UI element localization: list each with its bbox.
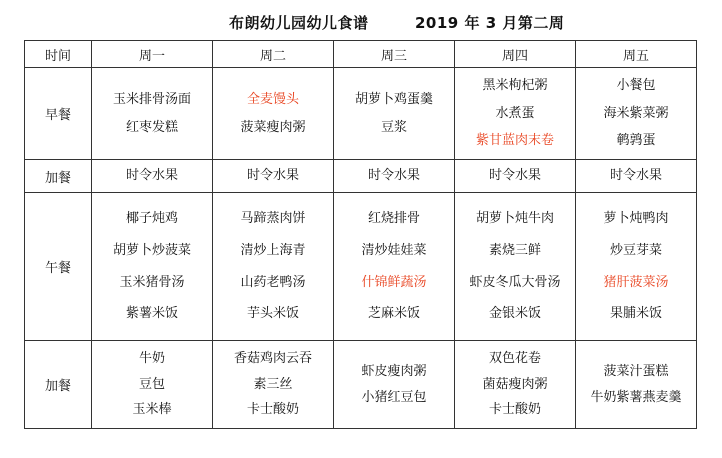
page-title: 布朗幼儿园幼儿食谱 bbox=[229, 14, 369, 32]
dish-item: 时令水果 bbox=[488, 168, 541, 184]
menu-cell bbox=[455, 193, 576, 341]
dish-item: 素三丝 bbox=[253, 376, 293, 392]
dish-item: 时令水果 bbox=[125, 168, 178, 184]
dish-item: 胡萝卜炒菠菜 bbox=[112, 242, 191, 258]
menu-cell bbox=[334, 160, 455, 193]
menu-cell bbox=[92, 193, 213, 341]
menu-cell bbox=[455, 341, 576, 429]
dish-item: 海米紫菜粥 bbox=[603, 105, 669, 121]
dish-item: 时令水果 bbox=[609, 168, 662, 184]
menu-cell bbox=[213, 193, 334, 341]
header-day: 周五 bbox=[576, 41, 697, 68]
dish-item: 紫甘蓝肉末卷 bbox=[475, 133, 554, 149]
dish-item: 菠菜汁蛋糕 bbox=[603, 363, 669, 379]
meal-label: 加餐 bbox=[25, 341, 92, 429]
menu-cell bbox=[455, 68, 576, 160]
menu-cell bbox=[213, 160, 334, 193]
dish-item: 双色花卷 bbox=[488, 351, 541, 367]
dish-item: 紫薯米饭 bbox=[125, 306, 178, 322]
menu-cell bbox=[576, 193, 697, 341]
header-day: 周二 bbox=[213, 41, 334, 68]
dish-item: 小餐包 bbox=[616, 78, 656, 94]
meal-row bbox=[25, 193, 697, 341]
dish-item: 菠菜瘦肉粥 bbox=[240, 119, 306, 135]
dish-item: 椰子炖鸡 bbox=[125, 211, 178, 227]
dish-item: 什锦鲜蔬汤 bbox=[361, 274, 427, 290]
dish-item: 红烧排骨 bbox=[367, 211, 420, 227]
dish-item: 菌菇瘦肉粥 bbox=[482, 376, 548, 392]
meal-label: 午餐 bbox=[25, 193, 92, 341]
dish-item: 牛奶 bbox=[138, 351, 165, 367]
dish-item: 豆浆 bbox=[380, 119, 407, 135]
meal-label: 早餐 bbox=[25, 68, 92, 160]
menu-cell bbox=[334, 341, 455, 429]
menu-cell bbox=[576, 160, 697, 193]
dish-item: 小猪红豆包 bbox=[361, 389, 427, 405]
dish-item: 全麦馒头 bbox=[246, 91, 299, 107]
meal-row bbox=[25, 341, 697, 429]
header-day: 周四 bbox=[455, 41, 576, 68]
menu-cell bbox=[455, 160, 576, 193]
header-row bbox=[25, 41, 697, 68]
dish-item: 金银米饭 bbox=[488, 306, 541, 322]
dish-item: 玉米猪骨汤 bbox=[119, 274, 185, 290]
dish-item: 时令水果 bbox=[246, 168, 299, 184]
dish-item: 萝卜炖鸭肉 bbox=[603, 211, 669, 227]
menu-cell bbox=[213, 68, 334, 160]
dish-item: 豆包 bbox=[138, 376, 165, 392]
dish-item: 炒豆芽菜 bbox=[609, 242, 662, 258]
header-time: 时间 bbox=[25, 41, 92, 68]
dish-item: 芋头米饭 bbox=[246, 306, 299, 322]
menu-cell bbox=[334, 68, 455, 160]
menu-cell bbox=[92, 160, 213, 193]
dish-item: 虾皮瘦肉粥 bbox=[361, 363, 427, 379]
dish-item: 玉米棒 bbox=[132, 402, 172, 418]
dish-item: 时令水果 bbox=[367, 168, 420, 184]
menu-cell bbox=[334, 193, 455, 341]
menu-cell bbox=[576, 68, 697, 160]
meal-row bbox=[25, 160, 697, 193]
dish-item: 胡萝卜鸡蛋羹 bbox=[354, 91, 433, 107]
dish-item: 黑米枸杞粥 bbox=[482, 78, 548, 94]
meal-label: 加餐 bbox=[25, 160, 92, 193]
meal-row bbox=[25, 68, 697, 160]
menu-cell bbox=[213, 341, 334, 429]
dish-item: 清炒娃娃菜 bbox=[361, 242, 427, 258]
title-row bbox=[0, 10, 722, 36]
header-day: 周三 bbox=[334, 41, 455, 68]
dish-item: 红枣发糕 bbox=[125, 119, 178, 135]
dish-item: 芝麻米饭 bbox=[367, 306, 420, 322]
dish-item: 马蹄蒸肉饼 bbox=[240, 211, 306, 227]
dish-item: 猪肝菠菜汤 bbox=[603, 274, 669, 290]
dish-item: 胡萝卜炖牛肉 bbox=[475, 211, 554, 227]
dish-item: 牛奶紫薯燕麦羹 bbox=[590, 389, 682, 405]
dish-item: 虾皮冬瓜大骨汤 bbox=[469, 274, 561, 290]
dish-item: 果脯米饭 bbox=[609, 306, 662, 322]
dish-item: 玉米排骨汤面 bbox=[112, 91, 191, 107]
dish-item: 卡士酸奶 bbox=[488, 402, 541, 418]
menu-table bbox=[24, 40, 697, 429]
dish-item: 卡士酸奶 bbox=[246, 402, 299, 418]
dish-item: 清炒上海青 bbox=[240, 242, 306, 258]
dish-item: 鹌鹑蛋 bbox=[616, 133, 656, 149]
dish-item: 素烧三鲜 bbox=[488, 242, 541, 258]
dish-item: 香菇鸡肉云吞 bbox=[233, 351, 312, 367]
menu-cell bbox=[92, 68, 213, 160]
menu-cell bbox=[92, 341, 213, 429]
menu-cell bbox=[576, 341, 697, 429]
week-label: 2019 年 3 月第二周 bbox=[415, 14, 565, 32]
dish-item: 山药老鸭汤 bbox=[240, 274, 306, 290]
header-day: 周一 bbox=[92, 41, 213, 68]
dish-item: 水煮蛋 bbox=[495, 105, 535, 121]
